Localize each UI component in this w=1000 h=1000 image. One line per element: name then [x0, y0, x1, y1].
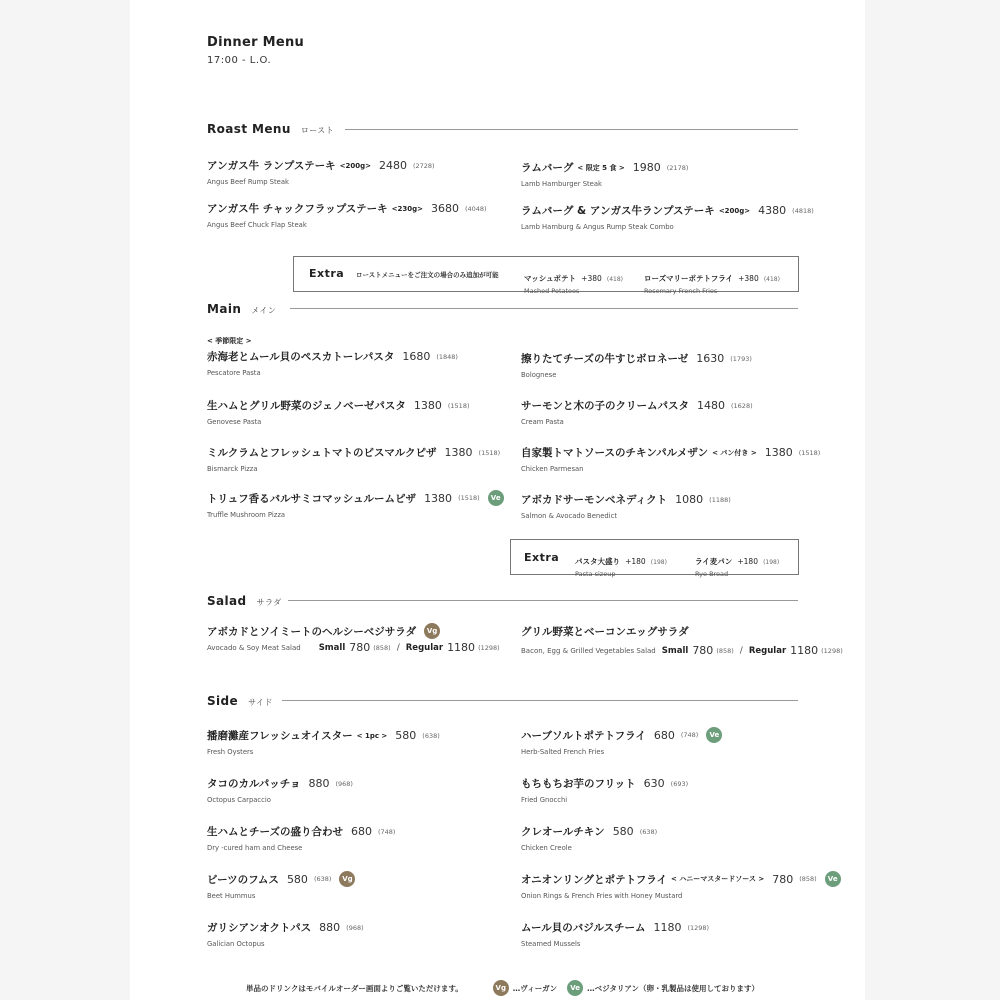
extra-item-tax-price: (418) [606, 276, 623, 283]
item-tax-price: (1628) [731, 401, 753, 410]
item-price: 1630 [696, 352, 725, 365]
vegetarian-badge-icon: Ve [825, 871, 841, 887]
size-regular-label: Regular [748, 645, 787, 656]
extra-item [524, 266, 623, 295]
extra-item [695, 549, 779, 578]
main-extra-box [510, 539, 799, 578]
item-english-name: Angus Beef Rump Steak [207, 178, 289, 186]
item-season-note: < 季節限定 > [207, 337, 252, 345]
item-tax-price: (4818) [792, 206, 814, 215]
menu-item [521, 776, 688, 804]
menu-item [207, 336, 458, 377]
item-name: 生ハムとグリル野菜のジェノベーゼパスタ [207, 400, 406, 412]
menu-sheet [130, 0, 865, 1000]
extra-item-price: +180 [625, 557, 646, 566]
vegan-badge-icon: Vg [493, 980, 509, 996]
item-note: <200g> [339, 161, 371, 170]
menu-item [207, 490, 504, 519]
size-regular-tax: (1298) [821, 646, 843, 655]
section-salad-heading [207, 594, 282, 608]
size-regular-price: 1180 [447, 641, 476, 654]
menu-item [207, 824, 395, 852]
menu-item [521, 624, 843, 657]
menu-item [207, 776, 353, 804]
item-tax-price: (748) [377, 827, 396, 836]
size-small-price: 780 [692, 644, 714, 657]
item-tax-price: (1518) [447, 401, 470, 410]
item-name: アンガス牛 チャックフラップステーキ [207, 203, 388, 215]
item-price: 1080 [675, 493, 704, 506]
item-note: < パン付き > [712, 448, 757, 457]
extra-item-tax-price: (418) [763, 276, 780, 283]
size-small-tax: (858) [716, 646, 734, 655]
item-price: 580 [612, 825, 634, 838]
item-name: ミルクラムとフレッシュトマトのビスマルクピザ [207, 447, 437, 459]
item-english-name: Lamb Hamburg & Angus Rump Steak Combo [521, 223, 674, 231]
item-tax-price: (968) [346, 923, 364, 932]
menu-item [207, 398, 470, 426]
item-name: ガリシアンオクトパス [207, 922, 312, 934]
item-price: 1380 [764, 446, 793, 459]
item-name: クレオールチキン [521, 826, 605, 838]
section-main-divider [290, 308, 798, 309]
item-name: アボカドサーモンベネディクト [521, 494, 668, 506]
item-english-name: Chicken Parmesan [521, 465, 584, 473]
item-price: 580 [286, 872, 308, 886]
item-english-name: Bolognese [521, 371, 557, 379]
item-price: 2480 [378, 159, 407, 172]
menu-hours: 17:00 - L.O. [207, 55, 272, 66]
extra-label: Extra [309, 267, 345, 280]
item-tax-price: (638) [639, 827, 658, 836]
menu-item [207, 445, 500, 473]
item-english-name: Cream Pasta [521, 418, 564, 426]
item-tax-price: (638) [422, 731, 440, 740]
section-roast-jp: ロースト [300, 126, 335, 135]
size-separator: / [739, 645, 743, 656]
extra-item [575, 549, 667, 578]
menu-title: Dinner Menu [207, 35, 305, 50]
item-name: ビーツのフムス [207, 873, 279, 886]
vegetarian-badge-icon: Ve [488, 490, 504, 506]
size-regular-price: 1180 [790, 644, 819, 657]
item-price: 1480 [697, 399, 725, 412]
item-english-name: Octopus Carpaccio [207, 796, 271, 804]
drink-note: 単品のドリンクはモバイルオーダー画面よりご覧いただけます。 [246, 983, 463, 993]
item-tax-price: (2178) [666, 163, 689, 172]
item-name: ラムバーグ [521, 162, 574, 174]
extra-item-price: +180 [737, 557, 758, 566]
extra-item-english-name: Rosemary French Fries [644, 287, 718, 295]
item-english-name: Herb-Salted French Fries [521, 748, 605, 756]
extra-item-english-name: Mashed Potatoes [524, 287, 580, 295]
item-english-name: Fried Gnocchi [521, 796, 568, 804]
item-english-name: Dry -cured ham and Cheese [207, 844, 303, 852]
item-english-name: Salmon & Avocado Benedict [521, 512, 617, 520]
size-small-price: 780 [349, 641, 371, 654]
menu-item [521, 445, 820, 473]
item-tax-price: (693) [670, 779, 689, 788]
item-english-name: Truffle Mushroom Pizza [207, 511, 286, 519]
section-side-divider [282, 700, 798, 701]
item-name: ラムバーグ & アンガス牛ランプステーキ [521, 205, 715, 217]
extra-item-name: ローズマリーポテトフライ [644, 274, 734, 283]
item-english-name: Bismarck Pizza [207, 465, 258, 473]
menu-item [207, 623, 500, 654]
item-english-name: Lamb Hamburger Steak [521, 180, 602, 188]
size-small-tax: (858) [373, 643, 391, 652]
size-small-label: Small [318, 642, 346, 653]
size-regular-tax: (1298) [478, 643, 500, 652]
extra-item-tax-price: (198) [763, 559, 780, 566]
item-english-name: Avocado & Soy Meat Salad [207, 643, 301, 652]
section-main-heading [207, 302, 276, 316]
extra-label: Extra [524, 551, 560, 564]
extra-item [644, 266, 780, 295]
item-price: 880 [319, 921, 341, 934]
item-tax-price: (4048) [464, 204, 487, 213]
item-english-name: Bacon, Egg & Grilled Vegetables Salad [521, 646, 656, 655]
menu-item [207, 201, 487, 229]
vegan-legend-label: …ヴィーガン [512, 983, 558, 993]
extra-item-english-name: Rye Bread [695, 570, 729, 578]
size-regular-label: Regular [405, 642, 444, 653]
menu-item [521, 160, 688, 188]
item-tax-price: (2728) [412, 161, 435, 170]
menu-item [521, 351, 752, 379]
extra-item-english-name: Pasta sizeup [575, 570, 616, 578]
item-tax-price: (968) [335, 779, 353, 788]
menu-item [521, 492, 731, 520]
footer-legend [246, 980, 759, 996]
item-note: < 1pc > [356, 731, 388, 740]
menu-item [521, 203, 814, 231]
item-tax-price: (1518) [478, 448, 501, 457]
item-price: 780 [772, 872, 794, 886]
item-tax-price: (748) [680, 731, 699, 739]
item-name: サーモンと木の子のクリームパスタ [521, 400, 689, 412]
item-price: 880 [308, 777, 330, 790]
menu-item [207, 871, 355, 900]
item-tax-price: (1518) [458, 494, 480, 502]
item-name: もちもちお芋のフリット [521, 778, 636, 790]
extra-item-name: ライ麦パン [695, 557, 733, 566]
item-price: 680 [350, 825, 372, 838]
item-price: 1380 [413, 399, 442, 412]
menu-item [521, 824, 657, 852]
vegetarian-legend-label: …ベジタリアン（卵・乳製品は使用しております） [587, 983, 760, 993]
item-english-name: Fresh Oysters [207, 748, 254, 756]
item-name: オニオンリングとポテトフライ [521, 873, 667, 886]
extra-item-price: +380 [581, 274, 602, 283]
item-price: 1680 [402, 350, 431, 363]
item-name: トリュフ香るバルサミコマッシュルームピザ [207, 492, 417, 505]
item-name: 自家製トマトソースのチキンパルメザン [521, 447, 709, 459]
section-salad-divider [288, 600, 798, 601]
item-note: < 限定 5 食 > [577, 163, 625, 172]
item-name: タコのカルパッチョ [207, 778, 301, 790]
item-name: ハーブソルトポテトフライ [521, 729, 646, 742]
section-salad-jp: サラダ [256, 598, 282, 607]
extra-item-price: +380 [738, 274, 759, 283]
item-english-name: Onion Rings & French Fries with Honey Mustard [521, 892, 683, 900]
item-price: 1380 [444, 446, 473, 459]
item-name: 擦りたてチーズの牛すじボロネーゼ [521, 353, 689, 365]
item-english-name: Angus Beef Chuck Flap Steak [207, 221, 307, 229]
section-side-title: Side [207, 694, 239, 708]
section-main-jp: メイン [251, 306, 277, 315]
section-side-heading [207, 694, 273, 708]
item-price: 4380 [758, 204, 787, 217]
item-name: 生ハムとチーズの盛り合わせ [207, 826, 343, 838]
item-english-name: Beet Hummus [207, 892, 256, 900]
extra-item-name: パスタ大盛り [575, 557, 620, 566]
vegetarian-badge-icon: Ve [706, 727, 722, 743]
menu-item [521, 398, 753, 426]
item-name: グリル野菜とベーコンエッグサラダ [521, 626, 689, 638]
item-name: アボカドとソイミートのヘルシーベジサラダ [207, 625, 417, 638]
item-english-name: Genovese Pasta [207, 418, 262, 426]
extra-item-tax-price: (198) [650, 559, 667, 566]
item-price: 580 [395, 729, 417, 742]
vegetarian-badge-icon: Ve [567, 980, 583, 996]
item-price: 3680 [430, 202, 459, 215]
item-tax-price: (1848) [436, 352, 458, 361]
item-price: 1980 [632, 161, 661, 174]
item-price: 1180 [653, 921, 682, 934]
item-note: <200g> [718, 206, 751, 215]
menu-item [207, 728, 440, 756]
vegan-badge-icon: Vg [339, 871, 355, 887]
extra-note: ローストメニューをご注文の場合のみ追加が可能 [356, 271, 499, 279]
item-name: 赤海老とムール貝のペスカトーレパスタ [207, 351, 395, 363]
section-main-title: Main [207, 302, 242, 316]
size-separator: / [396, 642, 400, 653]
section-roast-heading [207, 122, 334, 136]
item-price: 1380 [424, 491, 453, 505]
item-name: アンガス牛 ランプステーキ [207, 160, 336, 172]
item-tax-price: (1298) [687, 923, 710, 932]
menu-item [521, 727, 722, 756]
extra-item-name: マッシュポテト [524, 274, 577, 283]
item-tax-price: (638) [313, 875, 332, 883]
section-roast-divider [345, 129, 798, 130]
vegan-badge-icon: Vg [424, 623, 440, 639]
item-english-name: Galician Octopus [207, 940, 265, 948]
menu-item [521, 920, 709, 948]
menu-item [207, 920, 364, 948]
section-roast-title: Roast Menu [207, 122, 291, 136]
size-small-label: Small [661, 645, 689, 656]
item-english-name: Pescatore Pasta [207, 369, 261, 377]
menu-item [207, 158, 435, 186]
item-note: <230g> [391, 204, 423, 213]
item-note: < ハニーマスタードソース > [670, 875, 765, 883]
item-english-name: Chicken Creole [521, 844, 572, 852]
item-name: 播磨灘産フレッシュオイスター [207, 730, 353, 742]
menu-item [521, 871, 841, 900]
item-tax-price: (1793) [730, 354, 752, 363]
item-name: ムール貝のバジルスチーム [521, 922, 646, 934]
item-tax-price: (858) [799, 875, 817, 883]
item-english-name: Steamed Mussels [521, 940, 581, 948]
item-tax-price: (1518) [798, 448, 821, 457]
item-price: 630 [643, 777, 665, 790]
roast-extra-box [293, 256, 799, 295]
item-price: 680 [653, 728, 675, 742]
section-salad-title: Salad [207, 594, 247, 608]
section-side-jp: サイド [248, 698, 273, 707]
item-tax-price: (1188) [709, 495, 731, 504]
